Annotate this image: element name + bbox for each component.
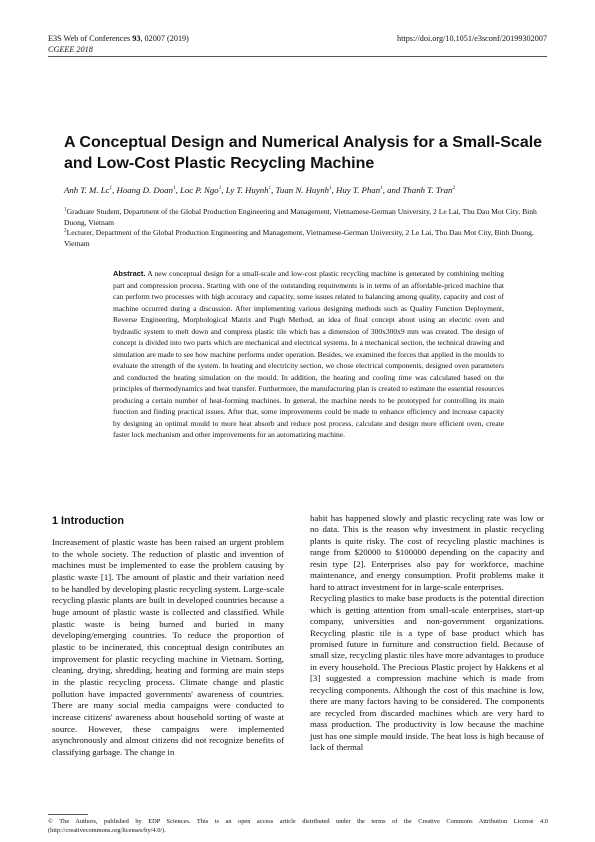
author: Huy T. Phan$^1$, and (336, 185, 403, 195)
author: Anh T. M. Lc$^1$, (64, 185, 117, 195)
footer-divider (48, 814, 88, 815)
article-number: , 02007 (2019) (140, 34, 189, 43)
conference-acronym: CGEEE 2018 (48, 45, 93, 54)
author-list (64, 184, 544, 196)
author: Hoang D. Doan$^1$, (116, 185, 180, 195)
author: Ly T. Huynh$^1$, (225, 185, 276, 195)
paper-title: A Conceptual Design and Numerical Analysis for a Small-Scale and Low-Cost Plastic Recycling Machine (64, 134, 543, 172)
abstract-label: Abstract. (113, 269, 146, 278)
abstract (113, 268, 504, 441)
conference-name: E3S Web of Conferences (48, 34, 133, 43)
abstract-text: A new conceptual design for a small-scale and low-cost plastic recycling machine is generated by combining melting part and compression process. Starting with one of the outstanding requirements is in terms of an affordable-priced machine that can perform two processes with high accuracy and capacity, some issues related to balancing among quality, capacity and cost of machine occurred during a discussion. After implementing various designing methods such as Quality Function Deployment, Reverse Engineering, Morphological Matrix and Pugh Method, an idea of final concept about using an electric oven and hydraulic system to melt down and compress plastic tile which has a dimension of 300x300x9 mm was created. The design of concept is divided into two parts which are mechanical and electrical systems. In a mechanical section, the technical drawing and simulation are made to see how machine performs under operation. Besides, we examined the forces that applied in the moulds to evaluate the strength of the system. In heating and electricity section, we chose electrical components, designed oven parameters and conducted the heating simulation on the mould. In addition, the heating and cooling time was calculated based on the principles of thermodynamics and heat transfer. Furthermore, the manufacturing plan is created to estimate the essential resources producing a certain number of heat-forming machines. In general, the machine needs to be prototyped for controlling its main function and finding practical issues. After that, some improvements could be made to enhance efficiency and increase capacity by designing an optimal mould to more heat absorb and reduce post process, calculate and design more efficient oven, create faster lock mechanism and other improvements for an automatizing machine. (113, 269, 504, 439)
body-paragraph: Recycling plastics to make base products is the potential direction which is getting attention from small-scale enterprises, start-up company, universities and non-government organizations. Recycling plastic tile is a type of base product which has promised future in furniture and construction field. Because of small size, recycling plastic tiles have more advantages to produce in every household. The Precious Plastic project by Hakkens et al [3] suggested a compression machine which is made from recycling components. Although the cost of this machine is low, there are many factors having to be considered. The components are recycled from discarded machines which are very hard to mass production. The productivity is low because the machine just has one simple mould inside. The heat loss is high because of lack of thermal (310, 593, 545, 753)
section-heading-introduction: 1 Introduction (52, 515, 124, 527)
author: Tuan N. Huynh$^1$, (275, 185, 337, 195)
affiliation-list (64, 207, 550, 249)
author: Thanh T. Tran$^2$ (402, 185, 456, 195)
body-paragraph: habit has happened slowly and plastic recycling rate was low or no data. This is the reason why investment in plastic recycling plants is quite risky. The cost of recycling plastic machines is range from $20000 to $100000 depending on the capacity and resin type [2]. Enterprises also pay for workforce, machine maintenance, and energy consumption. Profit problems make it hard to attract investment for in large-scale enterprises. (310, 513, 544, 592)
license-footer: © The Authors, published by EDP Sciences. This is an open access article distributed under the terms of the Creative Commons Attribution License 4.0 (http://creativecommons.org/licenses/by/4.0/). (48, 818, 548, 834)
doi-link[interactable]: https://doi.org/10.1051/e3sconf/20199302007 (397, 34, 547, 43)
body-paragraph: Increasement of plastic waste has been raised an urgent problem to the whole society. The reduction of plastic and invention of machines must be implemented to ease the problem causing by plastic waste [1]. The amount of plastic and their variation need to be handled by developing plastic recycling system. Large-scale recycling plastic plants are built in developed countries because a huge amount of plastic waste is collected and classified. While plastic waste is being burned and buried in many developing/emerging countries. To reduce the proportion of plastic to be incinerated, this conceptual design contributes an improvement for plastic recycling machine in Vietnam. Sorting, cleaning, drying, shredding, heating and forming are main steps in the plastic recycling process. Climate change and plastic pollution have impacted governments' awareness of countries. There are many social media campaigns were conducted to increase citizens' awareness about household sorting of waste at source. However, these campaigns were implemented asynchronously and almost citizens did not recognize benefits of classifying garbage. The change in (52, 537, 284, 757)
volume-number: 93 (132, 34, 141, 43)
affiliation: $^1$Graduate Student, Department of the Global Production Engineering and Management, Vietnamese-German University, 2 Le Lai, Thu Dau Mot City, Binh Duong, Vietnam (64, 206, 537, 227)
running-header-left (48, 33, 189, 55)
author: Loc P. Ngo$^1$, (179, 185, 226, 195)
left-column (52, 514, 284, 758)
affiliation: $^2$Lecturer, Department of the Global Production Engineering and Management, Vietnamese-German University, 2 Le Lai, Thu Dau Mot City, Binh Duong, Vietnam (64, 227, 534, 248)
conference-citation (48, 33, 189, 44)
right-column (310, 513, 544, 754)
header-divider (48, 56, 547, 57)
